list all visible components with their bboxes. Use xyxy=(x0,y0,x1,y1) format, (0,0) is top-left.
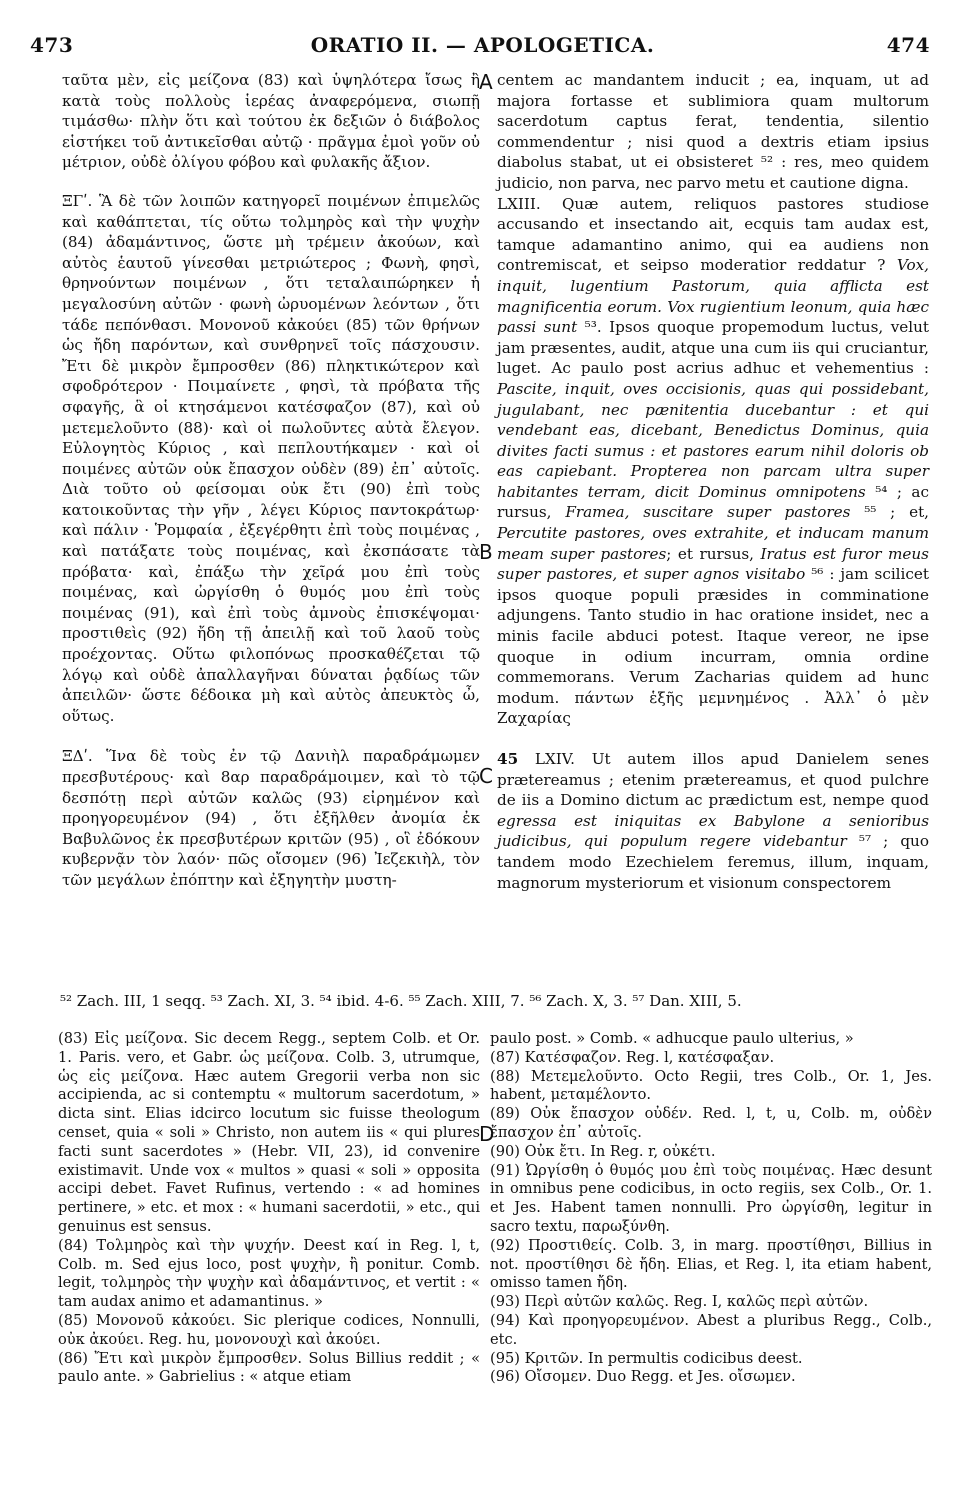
latin-quote: egressa est iniquitas ex Babylone a senioribus judicibus, qui populum regere videbantur xyxy=(497,811,929,851)
note-84: (84) Τολμηρὸς καὶ τὴν ψυχήν. Deest καί in Reg. l, t, Colb. m. Sed ejus loco, post ψυχὴν, ἢ ponitur. Comb. legit, τολμηρὸς τὴν ψυχὴν καὶ ἀδαμάντινος, et vertit : « tam audax animo et adamantinus. » xyxy=(58,1236,480,1311)
note-93: (93) Περὶ αὐτῶν καλῶς. Reg. I, καλῶς περὶ αὐτῶν. xyxy=(490,1293,869,1311)
latin-paragraph-3 xyxy=(497,749,929,893)
latin-quote: Percutite pastores, oves extrahite, et inducam manum meam super pastores xyxy=(497,524,929,563)
greek-paragraph-3: ΞΔʹ. Ἵνα δὲ τοὺς ἐν τῷ Δανιὴλ παραδράμωμεν πρεσβυτέρους· καὶ 8αρ παραδράμοιμεν, καὶ τὸ τῷ δεσπότῃ περὶ αὐτῶν καλῶς (93) εἰρημένον καὶ προηγορευμένον (94) , ὅτι ἐξῆλθεν ἀνομία ἐκ Βαβυλῶνος ἐκ πρεσβυτέρων κριτῶν (95) , οἳ ἐδόκουν κυβερνᾷν τὸν λαόν· πῶς οἴσομεν (96) Ἰεζεκιὴλ, τὸν τῶν μεγάλων ἐπόπτην καὶ ἐξηγητὴν μυστη- xyxy=(62,747,480,889)
latin-text: ⁵³. Ipsos quoque propemodum luctus, velut jam præsentes, audit, atque una cum iis qui cruciantur, luget. Ac paulo post acrius adhuc et vehementius : xyxy=(497,318,930,378)
latin-quote: Pascite, inquit, oves occisionis, quas qui possidebant, jugulabant, nec pænitentia ducebantur : et qui vendebant eas, dicebant, Benedictus Dominus, quia divites facti sumus : et pastores earum nihil doloris ob eas capiebant. Propterea non parcam ultra super habitantes terram, dicit Dominus omnipotens xyxy=(497,379,929,501)
note-86-cont: paulo post. » Comb. « adhucque paulo ulterius, » xyxy=(490,1030,854,1047)
note-85: (85) Μονονοῦ κἀκούει. Sic plerique codices, Nonnulli, οὐκ ἀκούει. Reg. hu, μονονουχὶ καὶ ἀκούει. xyxy=(58,1311,480,1348)
latin-column xyxy=(497,70,929,893)
latin-quote: Iratus est furor meus super pastores, et super agnos visitabo xyxy=(497,544,929,584)
margin-letter-b: B xyxy=(479,540,493,564)
running-header xyxy=(0,33,965,59)
note-95: (95) Κριτῶν. In permultis codicibus deest. xyxy=(490,1349,803,1367)
greek-paragraph-2: ΞΓʹ. Ἃ δὲ τῶν λοιπῶν κατηγορεῖ ποιμένων ἐπιμελῶς καὶ καθάπτεται, τίς οὕτω τολμηρὸς καὶ τὴν ψυχὴν (84) ἀδαμάντινος, ὥστε μὴ τρέμειν ἀκούων, καὶ αὐτὸς ἑαυτοῦ γίνεσθαι μετριώτερος ; Φωνὴ, φησὶ, θρηνούντων ποιμένων , ὅτι τεταλαιπώρηκεν ἡ μεγαλοσύνη αὐτῶν · φωνὴ ὠρυομένων λεόντων , ὅτι τάδε πεπόνθασι. Μονονοῦ κἀκούει (85) τῶν θρήνων ὡς ἤδη παρόντων, καὶ συνθρηνεῖ τοῖς πάσχουσιν. Ἔτι δὲ μικρὸν ἔμπροσθεν (86) πληκτικώτερον καὶ σφοδρότερον · Ποιμαίνετε , φησὶ, τὰ πρόβατα τῆς σφαγῆς, ἃ οἱ κτησάμενοι κατέσφαζον (87), καὶ οὐ μετεμελοῦντο (88)· καὶ οἱ πωλοῦντες αὐτὰ ἔλεγον. Εὐλογητὸς Κύριος , καὶ πεπλουτήκαμεν · καὶ οἱ ποιμένες αὐτῶν οὐκ ἔπασχον οὐδὲν (89) ἐπ᾽ αὐτοῖς. Διὰ τοῦτο οὐ φείσομαι οὐκ ἔτι (90) ἐπὶ τοὺς κατοικοῦντας τὴν γῆν , λέγει Κύριος παντοκράτωρ· καὶ πάλιν · Ῥομφαία , ἐξεγέρθητι ἐπὶ τοὺς ποιμένας , καὶ πατάξατε τοὺς ποιμένας, καὶ ἐκσπάσατε τὰ πρόβατα· καὶ, ἐπάξω τὴν χεῖρά μου ἐπὶ τοὺς ποιμένας, καὶ ὠργίσθη ὁ θυμός μου ἐπὶ τοὺς ποιμένας (91), καὶ ἐπὶ τοὺς ἀμνοὺς ἐπισκέψομαι· προστιθεὶς (92) ἤδη τῇ ἀπειλῇ καὶ τοῦ λαοῦ τοὺς προέχοντας. Οὕτω φιλοπόνως προσκαθέζεται τῷ λόγῳ καὶ οὐδὲ ἀπαλλαγῆναι δύναται ῥᾳδίως τῶν ἀπειλῶν· ὥστε δέδοικα μὴ καὶ αὐτὸς ἀπευκτὸς ὦ, οὕτως. xyxy=(62,191,480,725)
latin-text: ⁵⁵ ; et, xyxy=(850,503,930,522)
note-96: (96) Οἴσομεν. Duo Regg. et Jes. οἴσωμεν. xyxy=(490,1368,796,1386)
latin-paragraph-2 xyxy=(497,194,929,729)
latin-text: ; et rursus, xyxy=(666,544,761,563)
note-94: (94) Καὶ προηγορευμένον. Abest a pluribus Regg., Colb., etc. xyxy=(490,1311,932,1348)
note-86: (86) Ἔτι καὶ μικρὸν ἔμπροσθεν. Solus Billius reddit ; « paulo ante. » Gabrielius : « atque etiam xyxy=(58,1349,480,1386)
latin-text: ⁵⁷ ; quo tandem modo Ezechielem feremus, illum, inquam, magnorum mysteriorum et visionum conspectorem xyxy=(497,832,929,892)
latin-paragraph-1: centem ac mandantem inducit ; ea, inquam, ut ad majora fortasse et sublimiora quam multorum sacerdotum captus ferat, tendentia, silentio commendentur ; nisi quod a dextris etiam ipsius diabolus stabat, ut ei obsisteret ⁵² : res, meo quidem judicio, non parva, nec parvo metu et cautione digna. xyxy=(497,71,929,192)
margin-letter-c: C xyxy=(479,764,493,788)
latin-quote: Vox, inquit, lugentium Pastorum, quia afflicta est magnificentia eorum. Vox rugientium leonum, quia hæc passi sunt xyxy=(497,256,929,337)
note-90: (90) Οὐκ ἔτι. In Reg. r, οὐκέτι. xyxy=(490,1142,716,1160)
greek-column xyxy=(62,70,480,891)
latin-quote: Framea, suscitare super pastores xyxy=(565,503,851,522)
section-number: 45 xyxy=(497,750,519,768)
latin-text: ⁵⁶ : jam scilicet ipsos quoque populi præsides in comminatione adjungens. Tanto studio in hac oratione insidet, nec a minis facile abduci potest. Itaque vereor, ne ipse quoque in odium incurram, omnia ordine commemorans. Verum Zacharias quidem ad hunc modum. πάντων ἑξῆς μεμνημένος . Ἀλλ᾽ ὁ μὲν Ζαχαρίας xyxy=(497,565,929,728)
latin-text: LXIII. Quæ autem, reliquos pastores studiose accusando et insectando ait, ecquis tam audax est, tamque adamantino animo, qui ea audiens non contremiscat, et seipso moderatior reddatur ? xyxy=(497,194,929,275)
note-89: (89) Οὐκ ἔπασχον οὐδέν. Red. l, t, u, Colb. m, οὐδὲν ἔπασχον ἐπ᾽ αὐτοῖς. xyxy=(490,1105,932,1141)
note-83: (83) Εἰς μείζονα. Sic decem Regg., septem Colb. et Or. 1. Paris. vero, et Gabr. ὡς μείζονα. Colb. 3, utrumque, ὡς εἰς μείζονα. Hæc autem Gregorii verba non sic accipienda, ac si contemptu « multorum sacerdotum, » dicta sint. Elias idcirco locutum sic fuisse theologum censet, quia « soli » Christo, non autem iis « qui plures facti sunt sacerdotes » (Hebr. VII, 23), id convenire existimavit. Unde vox « multos » quasi « soli » opposita accipi debet. Favet Rufinus, vertendo : « ad homines pertinere, » etc. et mox : « humani sacerdotii, » etc., qui genuinus est sensus. xyxy=(58,1030,480,1235)
note-88: (88) Μετεμελοῦντο. Octo Regii, tres Colb., Or. 1, Jes. habent, μεταμέλοντο. xyxy=(490,1067,932,1104)
scripture-footnotes: ⁵² Zach. III, 1 seqq. ⁵³ Zach. XI, 3. ⁵⁴ ibid. 4-6. ⁵⁵ Zach. XIII, 7. ⁵⁶ Zach. X, 3. ⁵⁷ Dan. XIII, 5. xyxy=(60,992,742,1010)
critical-notes-right xyxy=(490,1030,932,1387)
margin-letter-a: A xyxy=(479,70,493,94)
running-title: ORATIO II. — APOLOGETICA. xyxy=(310,33,655,57)
page-number-left: 473 xyxy=(30,33,74,57)
greek-paragraph-1: ταῦτα μὲν, εἰς μείζονα (83) καὶ ὑψηλότερα ἴσως ἢ κατὰ τοὺς πολλοὺς ἱερέας ἀναφερόμενα, σιωπῇ τιμάσθω· πλὴν ὅτι καὶ τούτου ἐκ δεξιῶν ὁ διάβολος εἱστήκει τοῦ ἀντικεῖσθαι αὐτῷ · πρᾶγμα ἐμοὶ γοῦν οὐ μέτριον, οὐδὲ ὀλίγου φόβου καὶ φυλακῆς ἄξιον. xyxy=(62,71,480,172)
note-92: (92) Προστιθείς. Colb. 3, in marg. προστίθησι, Billius in not. προστίθησι δὲ ἤδη. Elias, et Reg. l, ita etiam habent, omisso tamen ἤδη. xyxy=(490,1236,932,1292)
critical-notes-left xyxy=(58,1030,480,1387)
latin-text: ⁵⁴ ; ac rursus, xyxy=(497,482,929,522)
page-number-right: 474 xyxy=(886,33,930,57)
note-91: (91) Ὠργίσθη ὁ θυμός μου ἐπὶ τοὺς ποιμένας. Hæc desunt in omnibus pene codicibus, in octo regiis, sex Colb., Or. 1. et Jes. Habent tamen nonnulli. Pro ὠργίσθη, legitur in sacro textu, παρωξύνθη. xyxy=(490,1161,932,1235)
note-87: (87) Κατέσφαζον. Reg. l, κατέσφαξαν. xyxy=(490,1048,775,1066)
margin-letter-d: D xyxy=(479,1122,495,1146)
latin-text: LXIV. Ut autem illos apud Danielem senes prætereamus ; etenim prætereamus, et quod pulchre de iis a Domino dictum ac prædictum est, nempe quod xyxy=(497,750,929,810)
